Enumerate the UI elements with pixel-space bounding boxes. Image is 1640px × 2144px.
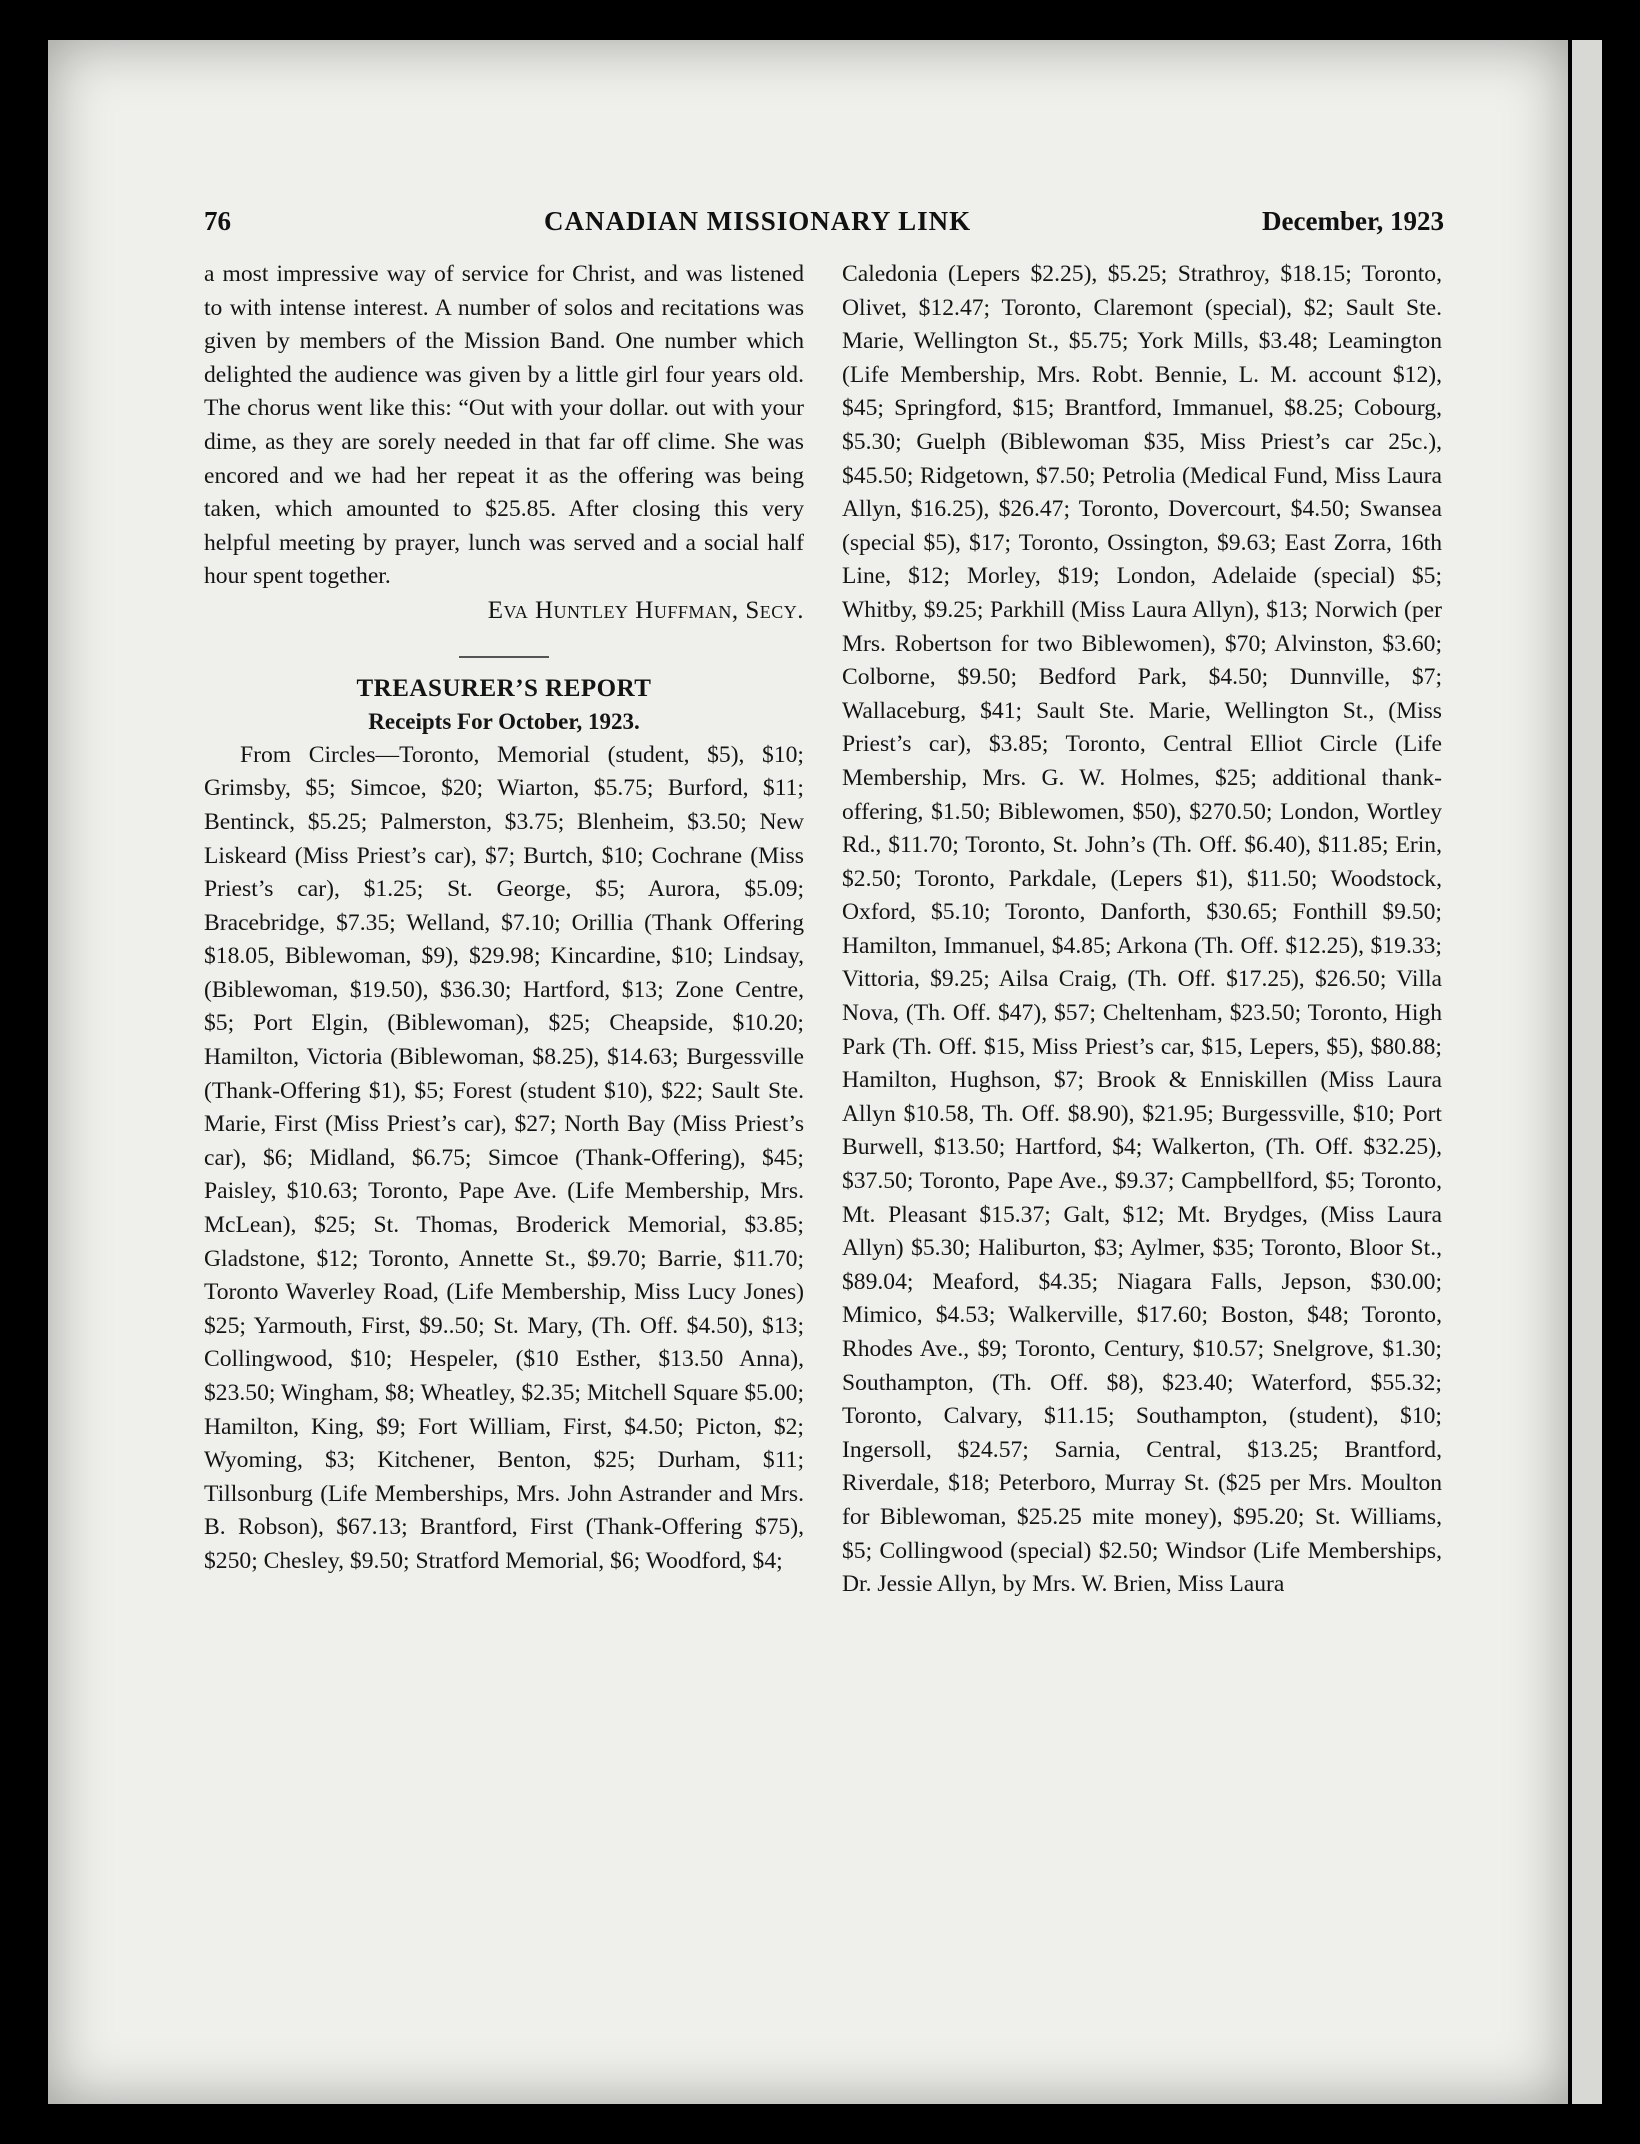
signature: Eva Huntley Huffman, Secy. bbox=[487, 596, 804, 624]
receipts-list-right: Caledonia (Lepers $2.25), $5.25; Strathroy, $18.15; Toronto, Olivet, $12.47; Toronto, Claremont (special), $2; Sault Ste. Marie, Wellington St., $5.75; York Mills, $3.48; Leamington (Life Membership, Mrs. Robt. Bennie, L. M. account $12), $45; Springford, $15; Brantford, Immanuel, $8.25; Cobourg, $5.30; Guelph (Biblewoman $35, Miss Priest’s car 25c.), $45.50; Ridgetown, $7.50; Petrolia (Medical Fund, Miss Laura Allyn, $16.25), $26.47; Toronto, Dovercourt, $4.50; Swansea (special $5), $17; Toronto, Ossington, $9.63; East Zorra, 16th Line, $12; Morley, $19; London, Adelaide (special) $5; Whitby, $9.25; Parkhill (Miss Laura Allyn), $13; Norwich (per Mrs. Robertson for two Biblewomen), $70; Alvinston, $3.60; Colborne, $9.50; Bedford Park, $4.50; Dunnville, $7; Wallaceburg, $41; Sault Ste. Marie, Wellington St., (Miss Priest’s car), $3.85; Toronto, Central Elliot Circle (Life Membership, Mrs. G. W. Holmes, $25; additional thank-offering, $1.50; Biblewomen, $50), $270.50; London, Wortley Rd., $11.70; Toronto, St. John’s (Th. Off. $6.40), $11.85; Erin, $2.50; Toronto, Parkdale, (Lepers $1), $11.50; Woodstock, Oxford, $5.10; Toronto, Danforth, $30.65; Fonthill $9.50; Hamilton, Immanuel, $4.85; Arkona (Th. Off. $12.25), $19.33; Vittoria, $9.25; Ailsa Craig, (Th. Off. $17.25), $26.50; Villa Nova, (Th. Off. $47), $57; Cheltenham, $23.50; Toronto, High Park (Th. Off. $15, Miss Priest’s car, $15, Lepers, $5), $80.88; Hamilton, Hughson, $7; Brook & Enniskillen (Miss Laura Allyn $10.58, Th. Off. $8.90), $21.95; Burgessville, $10; Port Burwell, $13.50; Hartford, $4; Walkerton, (Th. Off. $32.25), $37.50; Toronto, Pape Ave., $9.37; Campbellford, $5; Toronto, Mt. Pleasant $15.37; Galt, $12; Mt. Brydges, (Miss Laura Allyn) $5.30; Haliburton, $3; Aylmer, $35; Toronto, Bloor St., $89.04; Meaford, $4.35; Niagara Falls, Jepson, $30.00; Mimico, $4.53; Walkerville, $17.60; Boston, $48; Toronto, Rhodes Ave., $9; Toronto, Century, $10.57; Snelgrove, $1.30; Southampton, (Th. Off. $8), $23.40; Waterford, $55.32; Toronto, Calvary, $11.15; Southampton, (student), $10; Ingersoll, $24.57; Sarnia, Central, $13.25; Brantford, Riverdale, $18; Peterboro, Murray St. ($25 per Mrs. Moulton for Biblewoman, $25.25 mite money), $95.20; St. Williams, $5; Collingwood (special) $2.50; Windsor (Life Memberships, Dr. Jessie Allyn, by Mrs. W. Brien, Miss Laura bbox=[842, 261, 1442, 1598]
section-divider bbox=[459, 656, 549, 658]
receipts-list-left: From Circles—Toronto, Memorial (student, $5), $10; Grimsby, $5; Simcoe, $20; Wiarton, $5.75; Burford, $11; Bentinck, $5.25; Palmerston, $3.75; Blenheim, $3.50; New Liskeard (Miss Priest’s car), $7; Burtch, $10; Cochrane (Miss Priest’s car), $1.25; St. George, $5; Aurora, $5.09; Bracebridge, $7.35; Welland, $7.10; Orillia (Thank Offering $18.05, Biblewoman, $9), $29.98; Kincardine, $10; Lindsay, (Biblewoman, $19.50), $36.30; Hartford, $13; Zone Centre, $5; Port Elgin, (Biblewoman), $25; Cheapside, $10.20; Hamilton, Victoria (Biblewoman, $8.25), $14.63; Burgessville (Thank-Offering $1), $5; Forest (student $10), $22; Sault Ste. Marie, First (Miss Priest’s car), $27; North Bay (Miss Priest’s car), $6; Midland, $6.75; Simcoe (Thank-Offering), $45; Paisley, $10.63; Toronto, Pape Ave. (Life Membership, Mrs. McLean), $25; St. Thomas, Broderick Memorial, $3.85; Gladstone, $12; Toronto, Annette St., $9.70; Barrie, $11.70; Toronto Waverley Road, (Life Membership, Miss Lucy Jones) $25; Yarmouth, First, $9..50; St. Mary, (Th. Off. $4.50), $13; Collingwood, $10; Hespeler, ($10 Esther, $13.50 Anna), $23.50; Wingham, $8; Wheatley, $2.35; Mitchell Square $5.00; Hamilton, King, $9; Fort William, First, $4.50; Picton, $2; Wyoming, $3; Kitchener, Benton, $25; Durham, $11; Tillsonburg (Life Memberships, Mrs. John Astrander and Mrs. B. Robson), $67.13; Brantford, First (Thank-Offering $75), $250; Chesley, $9.50; Stratford Memorial, $6; Woodford, $4; bbox=[204, 741, 804, 1574]
journal-title: CANADIAN MISSIONARY LINK bbox=[544, 206, 972, 236]
left-column bbox=[204, 258, 804, 1579]
meeting-report-paragraph: a most impressive way of service for Christ, and was listened to with intense interest. A number of solos and recitations was given by members of the Mission Band. One number which delighted the audience was given by a little girl four years old. The chorus went like this: “Out with your dollar. out with your dime, as they are sorely needed in that far off clime. She was encored and we had her repeat it as the offering was being taken, which amounted to $25.85. After closing this very helpful meeting by prayer, lunch was served and a social half hour spent together. bbox=[204, 261, 804, 590]
right-column bbox=[842, 258, 1442, 1602]
page-number: 76 bbox=[204, 206, 231, 236]
issue-date: December, 1923 bbox=[1262, 206, 1444, 236]
next-page-edge bbox=[1572, 40, 1602, 2104]
running-header bbox=[204, 198, 1444, 244]
report-subtitle: Receipts For October, 1923. bbox=[368, 709, 640, 735]
report-title: TREASURER’S REPORT bbox=[356, 674, 652, 702]
